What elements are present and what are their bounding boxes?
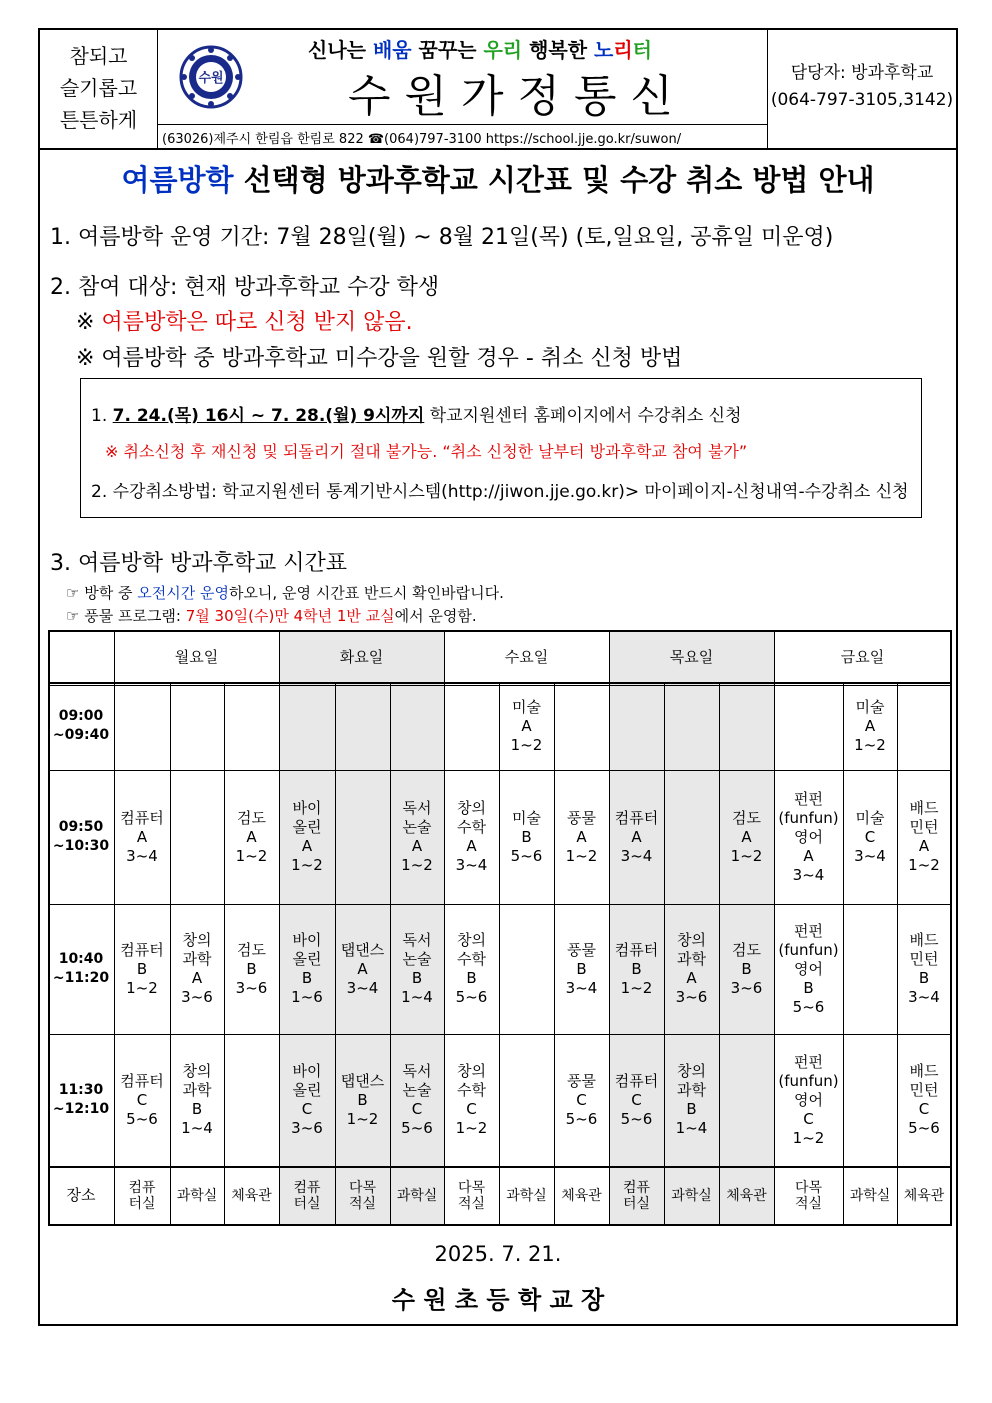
place-cell: 과학실 <box>176 1188 218 1204</box>
tip-highlight: 7월 30일(수)만 4학년 1반 교실 <box>185 607 395 625</box>
note-mark: ※ <box>76 310 102 335</box>
place-cell: 과학실 <box>396 1188 438 1204</box>
signer: 수 원 초 등 학 교 장 <box>391 1286 605 1314</box>
place-cell: 컴퓨 터실 <box>293 1180 321 1212</box>
cancel-period-text: 학교지원센터 홈페이지에서 수강취소 신청 <box>424 406 742 426</box>
class-slot: 창의 과학 A 3~6 <box>181 931 213 1006</box>
tip-text: 에서 운영함. <box>394 607 477 625</box>
tip-pungmul <box>66 605 477 626</box>
motto-line: 튼튼하게 <box>59 108 138 132</box>
document-frame <box>38 28 958 1326</box>
class-slot: 바이 올린 B 1~6 <box>291 931 323 1006</box>
school-slogan <box>308 34 652 63</box>
time-slot: 10:40 ~11:20 <box>52 951 110 986</box>
cancel-date-range: 7. 24.(목) 16시 ~ 7. 28.(월) 9시까지 <box>112 406 425 426</box>
place-cell: 체육관 <box>726 1188 767 1204</box>
class-slot: 미술 A 1~2 <box>854 697 886 754</box>
class-slot: 바이 올린 A 1~2 <box>291 799 323 874</box>
participation-target: 2. 참여 대상: 현재 방과후학교 수강 학생 <box>50 275 440 300</box>
schedule-heading: 3. 여름방학 방과후학교 시간표 <box>50 551 347 576</box>
place-cell: 과학실 <box>849 1188 891 1204</box>
school-address: (63026)제주시 한림읍 한림로 822 ☎(064)797-3100 https://school.jje.go.kr/suwon/ <box>158 124 767 147</box>
class-slot: 창의 과학 B 1~4 <box>675 1062 708 1137</box>
place-cell: 과학실 <box>671 1188 712 1204</box>
class-slot: 탭댄스 B 1~2 <box>340 1071 385 1128</box>
slogan-segment: 리 <box>613 38 633 62</box>
tip-text: ☞ 풍물 프로그램: <box>66 607 186 625</box>
timetable-corner <box>48 632 114 682</box>
header <box>40 30 956 150</box>
class-slot: 풍물 B 3~4 <box>565 940 598 997</box>
logo-text: 수원 <box>198 71 224 86</box>
time-slot: 11:30 ~12:10 <box>52 1082 110 1117</box>
class-slot: 독서 논술 B 1~4 <box>401 931 433 1006</box>
class-slot: 창의 수학 A 3~4 <box>455 799 488 874</box>
class-slot: 컴퓨터 C 5~6 <box>614 1071 659 1128</box>
time-slot: 09:00 ~09:40 <box>52 708 110 743</box>
class-slot: 풍물 A 1~2 <box>565 808 598 865</box>
class-slot: 검도 B 3~6 <box>730 940 763 997</box>
class-slot: 배드 민턴 A 1~2 <box>908 799 940 874</box>
class-slot: 검도 A 1~2 <box>730 808 763 865</box>
class-slot: 컴퓨터 B 1~2 <box>120 940 164 997</box>
class-slot: 배드 민턴 B 3~4 <box>908 931 940 1006</box>
motto-line: 슬기롭고 <box>59 76 138 100</box>
class-slot: 검도 B 3~6 <box>235 940 268 997</box>
slogan-segment: 꿈꾸는 <box>411 38 484 62</box>
note-no-application <box>76 305 413 336</box>
class-slot: 미술 B 5~6 <box>510 808 543 865</box>
title-highlight: 여름방학 <box>121 163 234 197</box>
slogan-segment: 우리 <box>483 38 523 62</box>
class-slot: 펀펀 (funfun) 영어 C 1~2 <box>778 1052 839 1147</box>
motto-line: 참되고 <box>69 44 128 68</box>
slogan-segment: 배움 <box>372 38 412 62</box>
slogan-segment: 노 <box>594 38 614 62</box>
operation-period: 1. 여름방학 운영 기간: 7월 28일(월) ~ 8월 21일(목) (토,일요일, 공휴일 미운영) <box>50 225 834 250</box>
day-header: 목요일 <box>669 647 714 666</box>
table-border <box>48 1224 952 1226</box>
class-slot: 컴퓨터 C 5~6 <box>120 1071 164 1128</box>
cancel-period <box>91 401 742 426</box>
day-header: 수요일 <box>504 647 549 666</box>
place-cell: 다목 적실 <box>348 1180 377 1212</box>
title-rest: 선택형 방과후학교 시간표 및 수강 취소 방법 안내 <box>233 163 875 197</box>
class-slot: 창의 수학 B 5~6 <box>455 931 488 1006</box>
slogan-segment: 터 <box>632 38 652 62</box>
class-slot: 펀펀 (funfun) 영어 B 5~6 <box>778 921 839 1016</box>
place-cell: 다목 적실 <box>794 1180 823 1212</box>
class-slot: 바이 올린 C 3~6 <box>291 1062 323 1137</box>
class-slot: 창의 수학 C 1~2 <box>455 1062 488 1137</box>
class-slot: 검도 A 1~2 <box>235 808 268 865</box>
tip-morning-operation <box>66 582 504 603</box>
issue-date: 2025. 7. 21. <box>434 1242 562 1266</box>
publication-title: 수원가정통신 <box>348 71 688 122</box>
cancel-procedure: 2. 수강취소방법: 학교지원센터 통계기반시스템(http://jiwon.jje.go.kr)> 마이페이지-신청내역-수강취소 신청 <box>91 482 909 502</box>
day-header: 월요일 <box>174 647 219 666</box>
day-header: 금요일 <box>840 647 885 666</box>
place-cell: 과학실 <box>506 1188 547 1204</box>
tip-text: ☞ 방학 중 <box>66 584 138 602</box>
note-text: 여름방학은 따로 신청 받지 않음. <box>101 310 413 335</box>
place-label: 장소 <box>66 1185 96 1204</box>
slogan-segment: 행복한 <box>522 38 594 62</box>
note-cancel-method: ※ 여름방학 중 방과후학교 미수강을 원할 경우 - 취소 신청 방법 <box>76 346 683 371</box>
place-cell: 체육관 <box>231 1188 272 1204</box>
class-slot: 독서 논술 A 1~2 <box>401 799 433 874</box>
tip-highlight: 오전시간 운영 <box>137 584 229 602</box>
class-slot: 배드 민턴 C 5~6 <box>908 1062 940 1137</box>
class-slot: 컴퓨터 A 3~4 <box>120 808 164 865</box>
timetable <box>48 630 952 1226</box>
place-cell: 체육관 <box>561 1188 602 1204</box>
school-logo-icon <box>178 44 244 110</box>
contact-person: 담당자: 방과후학교 <box>790 63 934 83</box>
time-slot: 09:50 ~10:30 <box>52 819 110 854</box>
class-slot: 독서 논술 C 5~6 <box>401 1062 433 1137</box>
class-slot: 탭댄스 A 3~4 <box>340 940 385 997</box>
class-slot: 컴퓨터 A 3~4 <box>614 808 659 865</box>
class-slot: 미술 A 1~2 <box>510 697 543 754</box>
class-slot: 컴퓨터 B 1~2 <box>614 940 659 997</box>
place-cell: 다목 적실 <box>457 1180 486 1212</box>
contact-info <box>768 60 956 114</box>
cancel-info-box <box>80 378 922 518</box>
place-cell: 체육관 <box>903 1188 945 1204</box>
class-slot: 창의 과학 B 1~4 <box>181 1062 213 1137</box>
slogan-segment: 신나는 <box>308 38 373 62</box>
header-center <box>158 30 768 148</box>
place-cell: 컴퓨 터실 <box>128 1180 156 1212</box>
place-cell: 컴퓨 터실 <box>622 1180 651 1212</box>
list-number: 1. <box>91 406 113 426</box>
class-slot: 미술 C 3~4 <box>854 808 886 865</box>
notice-title <box>40 158 956 199</box>
contact-phone: (064-797-3105,3142) <box>770 90 954 110</box>
school-motto <box>40 30 158 148</box>
class-slot: 창의 과학 A 3~6 <box>675 931 708 1006</box>
tip-text: 하오니, 운영 시간표 반드시 확인바랍니다. <box>228 584 504 602</box>
class-slot: 풍물 C 5~6 <box>565 1071 598 1128</box>
cancel-warning: ※ 취소신청 후 재신청 및 되돌리기 절대 불가능. “취소 신청한 날부터 방과후학교 참여 불가” <box>105 442 748 461</box>
day-header: 화요일 <box>339 647 384 666</box>
class-slot: 펀펀 (funfun) 영어 A 3~4 <box>778 789 839 884</box>
